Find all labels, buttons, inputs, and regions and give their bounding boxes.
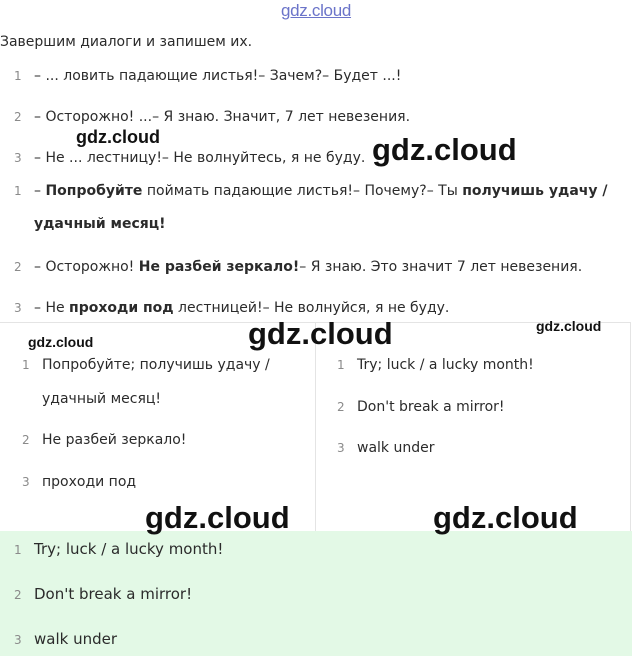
- item-number: 3: [14, 633, 22, 647]
- answer-text: walk under: [34, 630, 118, 648]
- answer-segment: Попробуйте: [45, 183, 143, 199]
- item-number: 3: [22, 475, 30, 489]
- right-item-text: Don't break a mirror!: [357, 399, 505, 415]
- watermark-text: gdz.cloud: [145, 500, 290, 535]
- dialog-blank-1: [14, 66, 401, 86]
- dialog-blank-2: [14, 107, 410, 127]
- column-divider: [315, 322, 316, 531]
- left-item-3: [22, 472, 136, 492]
- item-number: 1: [22, 358, 30, 372]
- dialog-filled-1: [14, 181, 608, 201]
- dialog-segment: – Осторожно!: [34, 259, 139, 275]
- item-number: 1: [14, 543, 22, 557]
- dialog-blank-3: [14, 148, 365, 168]
- item-number: 2: [14, 260, 22, 274]
- dialog-segment: поймать падающие листья!– Почему?– Ты: [142, 183, 463, 199]
- left-item-text: Попробуйте; получишь удачу /: [42, 357, 270, 373]
- watermark-text: gdz.cloud: [28, 334, 94, 350]
- site-watermark-link[interactable]: gdz.cloud: [280, 1, 352, 20]
- watermark-text: gdz.cloud: [76, 127, 160, 147]
- item-number: 2: [14, 588, 22, 602]
- watermark-text: gdz.cloud: [536, 318, 602, 334]
- dialog-segment: лестницей!– Не волнуйся, я не буду.: [173, 300, 450, 316]
- item-number: 3: [337, 441, 345, 455]
- item-number: 2: [14, 110, 22, 124]
- answer-text: Don't break a mirror!: [34, 585, 193, 603]
- task-instruction: Завершим диалоги и запишем их.: [0, 34, 253, 50]
- dialog-segment: –: [34, 183, 46, 199]
- dialog-text: – Не ... лестницу!– Не волнуйтесь, я не буду.: [34, 150, 366, 166]
- right-item-text: Try; luck / a lucky month!: [357, 357, 534, 373]
- item-number: 1: [337, 358, 345, 372]
- answer-item-1: [14, 539, 223, 560]
- dialog-segment: – Не: [34, 300, 70, 316]
- answer-segment: проходи под: [69, 300, 174, 316]
- left-item-text: Не разбей зеркало!: [42, 432, 187, 448]
- dialog-text: – Осторожно! ...– Я знаю. Значит, 7 лет невезения.: [34, 109, 411, 125]
- dialog-filled-2: [14, 257, 582, 277]
- left-item-1-continued: [42, 389, 161, 409]
- item-number: 1: [14, 69, 22, 83]
- dialog-text: – ... ловить падающие листья!– Зачем?– Будет ...!: [34, 68, 402, 84]
- answer-text: Try; luck / a lucky month!: [34, 540, 224, 558]
- item-number: 3: [14, 301, 22, 315]
- answer-segment: удачный месяц!: [34, 216, 166, 232]
- item-number: 3: [14, 151, 22, 165]
- watermark-text: gdz.cloud: [248, 316, 393, 351]
- left-item-text: проходи под: [42, 474, 137, 490]
- dialog-filled-1-continued: [34, 214, 166, 234]
- item-number: 1: [14, 184, 22, 198]
- dialog-filled-3: [14, 298, 449, 318]
- left-item-1: [22, 355, 270, 375]
- right-item-3: [337, 438, 434, 458]
- item-number: 2: [337, 400, 345, 414]
- right-item-1: [337, 355, 534, 375]
- left-item-text: удачный месяц!: [42, 391, 162, 407]
- item-number: 2: [22, 433, 30, 447]
- dialog-segment: – Я знаю. Это значит 7 лет невезения.: [299, 259, 583, 275]
- right-item-text: walk under: [357, 440, 435, 456]
- answer-segment: получишь удачу /: [462, 183, 608, 199]
- answer-segment: Не разбей зеркало!: [138, 259, 300, 275]
- watermark-text: gdz.cloud: [372, 132, 517, 167]
- left-item-2: [22, 430, 186, 450]
- right-item-2: [337, 397, 505, 417]
- watermark-text: gdz.cloud: [433, 500, 578, 535]
- answer-item-3: [14, 629, 117, 650]
- answer-item-2: [14, 584, 192, 605]
